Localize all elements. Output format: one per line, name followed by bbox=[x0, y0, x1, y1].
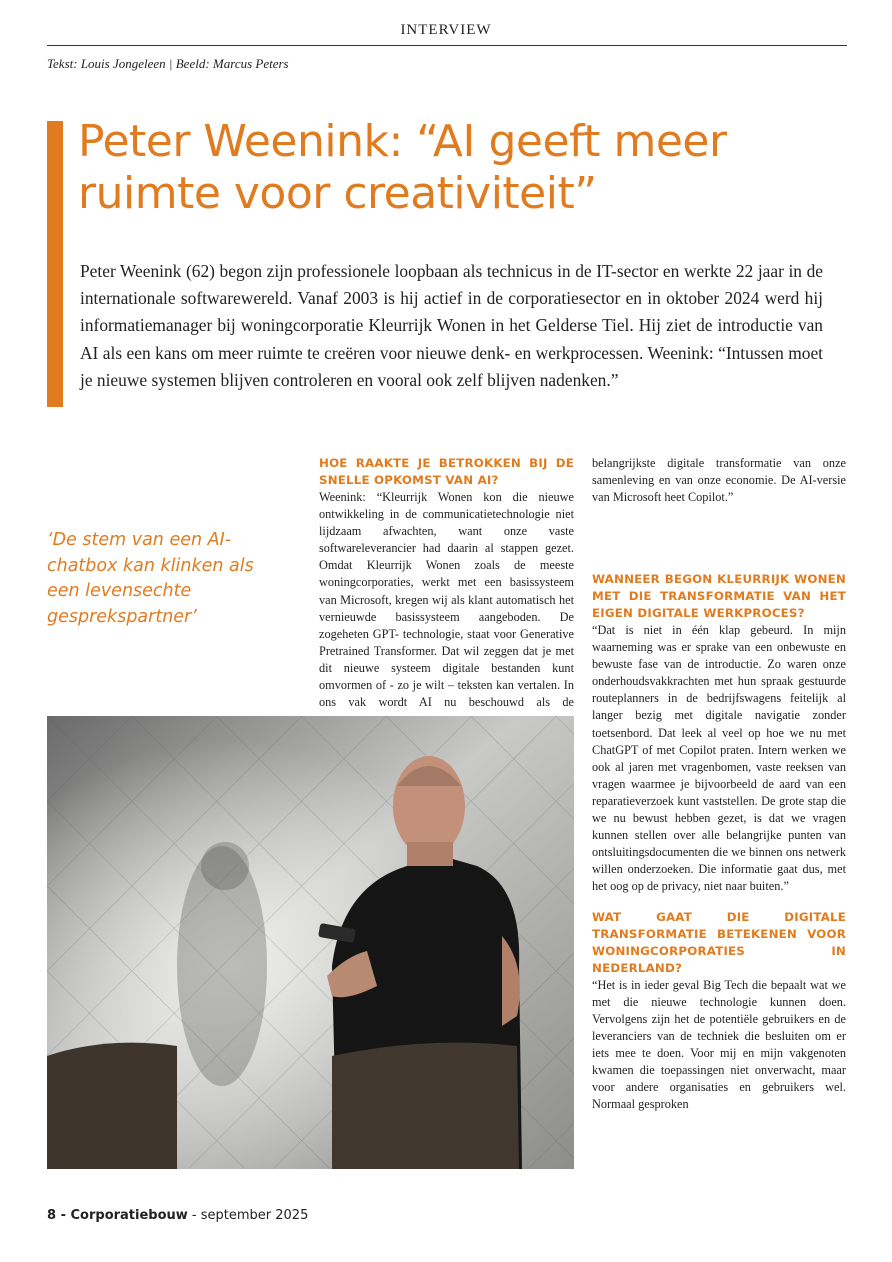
answer-paragraph: “Het is in ieder geval Big Tech die bepaalt wat we met die nieuwe technologie kunnen doen. Vervolgens zijn het de potentiële gebruikers en de leveranciers van de techniek die besluiten om er iets mee te doen. Voor mij en mijn vakgenoten kwamen die toepassingen niet onverwacht, maar voor andere organisaties en gebruikers wel. Normaal gesproken bbox=[592, 977, 846, 1112]
column-right bbox=[592, 455, 846, 1113]
accent-bar bbox=[47, 121, 63, 407]
headline-line-1: Peter Weenink: “AI geeft meer bbox=[78, 116, 727, 167]
portrait-photo bbox=[47, 716, 574, 1169]
section-rule bbox=[47, 45, 847, 46]
question-heading: WAT GAAT DIE DIGITALE TRANSFORMATIE BETEKENEN VOOR WONINGCORPORATIES IN NEDERLAND? bbox=[592, 909, 846, 975]
column-middle bbox=[319, 455, 574, 711]
question-heading: WANNEER BEGON KLEURRIJK WONEN MET DIE TRANSFORMATIE VAN HET EIGEN DIGITALE WERKPROCES? bbox=[592, 572, 846, 620]
footer bbox=[47, 1208, 308, 1223]
intro-paragraph: Peter Weenink (62) begon zijn professionele loopbaan als technicus in de IT-sector en werkte 22 jaar in de internationale softwarewereld. Vanaf 2003 is hij actief in de corporatiesector en in oktober 2024 werd hij informatiemanager bij woningcorporatie Kleurrijk Wonen in het Gelderse Tiel. Hij ziet de introductie van AI als een kans om meer ruimte te creëren voor nieuwe denk- en werkprocessen. Weenink: “Intussen moet je nieuwe systemen blijven controleren en vooral ook zelf blijven nadenken.” bbox=[80, 261, 823, 390]
footer-separator: - bbox=[56, 1208, 71, 1223]
credits: Tekst: Louis Jongeleen | Beeld: Marcus Peters bbox=[47, 56, 289, 71]
issue-date: - september 2025 bbox=[187, 1208, 309, 1223]
pull-quote: ‘De stem van een AI-chatbox kan klinken als een levensechte gesprekspartner’ bbox=[47, 530, 254, 627]
headline bbox=[78, 116, 858, 220]
question-heading: HOE RAAKTE JE BETROKKEN BIJ DE SNELLE OPKOMST VAN AI? bbox=[319, 456, 574, 487]
answer-paragraph-continued bbox=[592, 455, 846, 558]
section-label: INTERVIEW bbox=[400, 22, 492, 38]
headline-line-2: ruimte voor creativiteit” bbox=[78, 168, 597, 219]
answer-paragraph: “Dat is niet in één klap gebeurd. In mijn waarneming was er sprake van een onbewuste en bewuste fase van de introductie. Zo waren onze onderhoudsvakkrachten met hun spraak gestuurde routeplanners in de bedrijfswagens feitelijk al langer bezig met digitale navigatie zonder toetsenbord. Dat leek al veel op hoe we nu met ChatGPT of met Copilot praten. Intern werken we ook al jaren met vragenbomen, vaste reeksen van vragen waarmee je bijvoorbeeld de aard van een reparatieverzoek kunt vaststellen. De grote stap die we nu bewust hebben gezet, is dat we vragen kunnen stellen over alle belangrijke punten van ontsluitingsdocumenten die we binnen ons netwerk willen onderzoeken. Die informatie gaat dus, met het oog op de privacy, niet naar buiten.” bbox=[592, 623, 846, 894]
answer-continued-text: belangrijkste digitale transformatie van onze samenleving en van onze economie. De AI-versie van Microsoft heet Copilot.” bbox=[592, 456, 846, 505]
page-number: 8 bbox=[47, 1208, 57, 1223]
answer-paragraph: Weenink: “Kleurrijk Wonen kon die nieuwe ontwikkeling in de communicatietechnologie niet lijdzaam afwachten, want onze vaste softwareleverancier had daarin al stappen gezet. Omdat Kleurrijk Wonen zoals de meeste woningcorporaties, werkt met een basissysteem van Microsoft, kregen wij als klant automatisch het vernieuwde basissysteem aangeboden. De zogeheten GPT- technologie, staat voor Generative Pretrained Transformer. Dat wil zeggen dat je met dit nieuwe systeem digitale bestanden kunt omvormen of - zo je wilt – teksten kan vertalen. In ons vak wordt AI nu beschouwd als de bbox=[319, 490, 574, 710]
magazine-name: Corporatiebouw bbox=[70, 1208, 188, 1223]
